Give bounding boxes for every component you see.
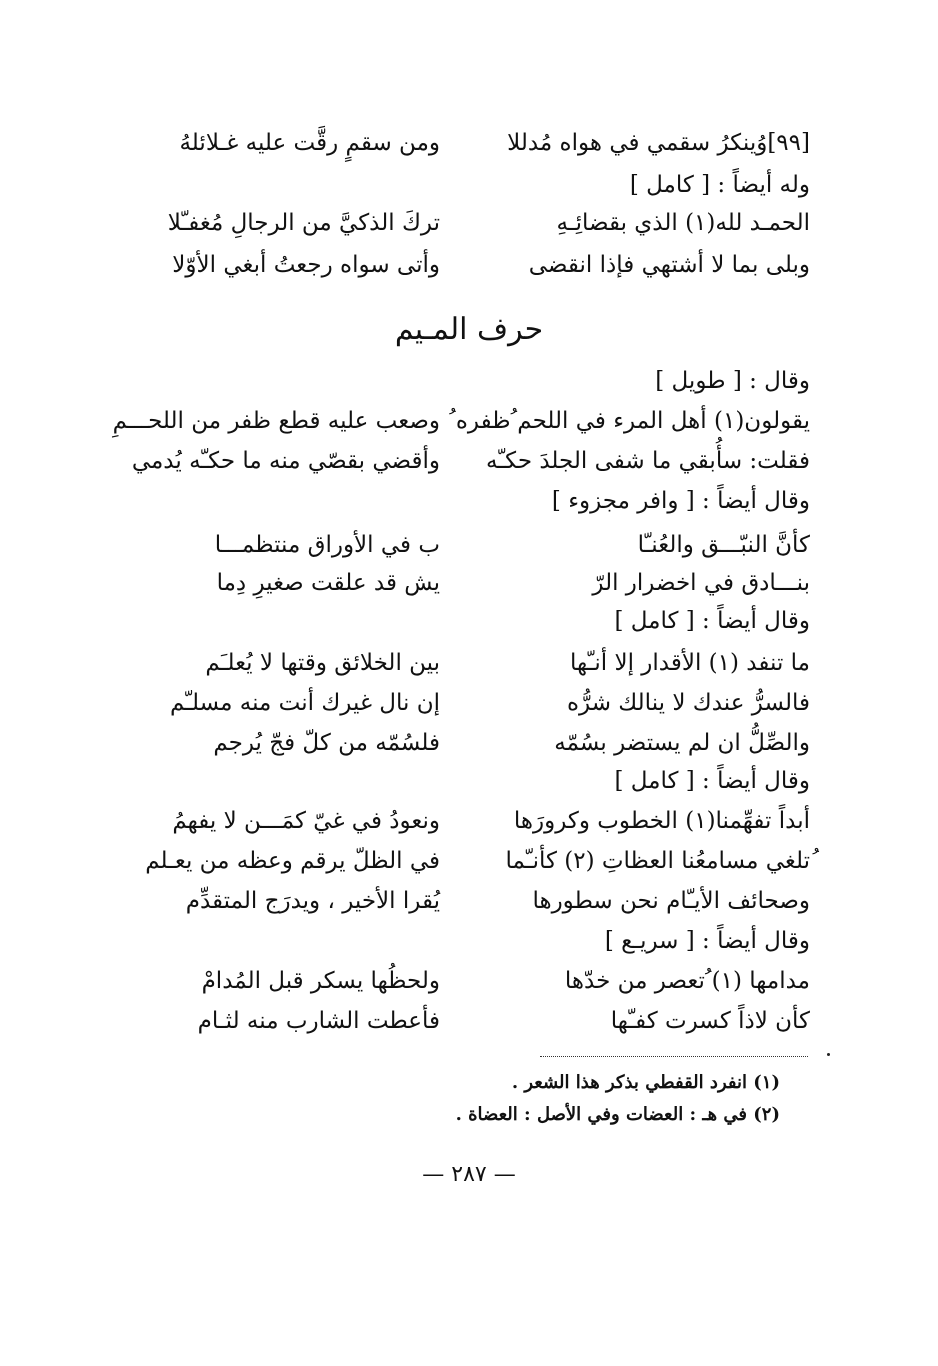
verse-left: فلسُمّه من كلّ فجّ يُرجم xyxy=(213,730,440,756)
verse-left: وأقضي بقصّي منه ما حكـّه يُدمي xyxy=(131,448,440,474)
verse-right: والصِّلُّ ان لم يستضر بسُمّه xyxy=(554,730,810,756)
verse-left: إن نال غيرك أنت منه مسلـّم xyxy=(169,690,440,716)
verse-right: فالسرُّ عندك لا ينالك شرُّه xyxy=(566,690,810,716)
meter-label: وله أيضاً : [ كامل ] xyxy=(629,172,810,198)
verse-left: يُقرا الأخير ، ويدرَج المتقدِّم xyxy=(185,888,440,914)
section-heading: حرف المـيم xyxy=(394,312,544,347)
verse-right: الحمـد لله(١) الذي بقضائِـهِ xyxy=(556,210,810,236)
meter-label: وقال أيضاً : [ كامل ] xyxy=(614,608,810,634)
meter-label: وقال : [ طويل ] xyxy=(655,368,810,394)
footnote: (٢) في هـ : العضات وفي الأصل : العضاة . xyxy=(455,1104,780,1125)
verse-right: ما تنفد (١) الأقدار إلا أنـّها xyxy=(570,650,810,676)
verse-left: ومن سقمٍ رقَّت عليه غـلائلهُ xyxy=(179,130,440,156)
verse-left: في الظلّ يرقم وعظه من يعـلم xyxy=(145,848,440,874)
meter-label: وقال أيضاً : [ سريـع ] xyxy=(604,928,810,954)
verse-left: وصعب عليه قطع ظفر من اللحـــمِ xyxy=(112,408,440,434)
meter-label: وقال أيضاً : [ كامل ] xyxy=(614,768,810,794)
verse-right: كأن لاذاً كسرت كفـّها xyxy=(610,1008,810,1034)
verse-left: وأتى سواه رجعتُ أبغي الأوّلا xyxy=(172,252,440,278)
divider-dot xyxy=(827,1053,830,1056)
verse-right: [٩٩]وُينكرُ سقمي في هواه مُدللا xyxy=(507,130,810,156)
verse-right: وصحائف الأيـّام نحن سطورها xyxy=(532,888,810,914)
verse-right: وبلى بما لا أشتهي فإذا انقضى xyxy=(528,252,810,278)
verse-right: بنـــادق في اخضرار الرّ xyxy=(592,570,810,596)
verse-right: مدامها (١) ُتعصر من خدّها xyxy=(564,968,810,994)
page-number: — ٢٨٧ — xyxy=(422,1162,516,1187)
footnote: (١) انفرد القفطي بذكر هذا الشعر . xyxy=(511,1072,780,1093)
footnote-divider xyxy=(540,1056,808,1057)
verse-left: فأعطت الشارب منه لثـام xyxy=(197,1008,440,1034)
verse-right: يقولون(١) أهل المرء في اللحم ُظفره ُ xyxy=(449,408,810,434)
verse-left: ونعودُ في غيّ كمَـــن لا يفهمُ xyxy=(172,808,440,834)
meter-label: وقال أيضاً : [ وافر مجزوء ] xyxy=(551,488,810,514)
verse-left: ولحظُها يسكر قبل المُدامْ xyxy=(201,968,440,994)
verse-right: فقلت: سأُبقي ما شفى الجلدَ حكـّه xyxy=(486,448,810,474)
verse-left: بين الخلائق وقتها لا يُعلـَم xyxy=(205,650,440,676)
verse-right: ُتلغي مسامعُنا العظاتِ (٢) كأنـّما xyxy=(505,848,810,874)
verse-right: أبداً تفهِّمنا(١) الخطوب وكرورَها xyxy=(513,808,810,834)
verse-left: تركَ الذكيَّ من الرجالِ مُغفـّلا xyxy=(167,210,440,236)
verse-left: يش قد علقت صغيرِ دِما xyxy=(216,570,440,596)
verse-left: ب في الأوراق منتظمـــا xyxy=(214,532,440,558)
verse-right: كأنَّ النبّـــق والعُنـّا xyxy=(637,532,810,558)
